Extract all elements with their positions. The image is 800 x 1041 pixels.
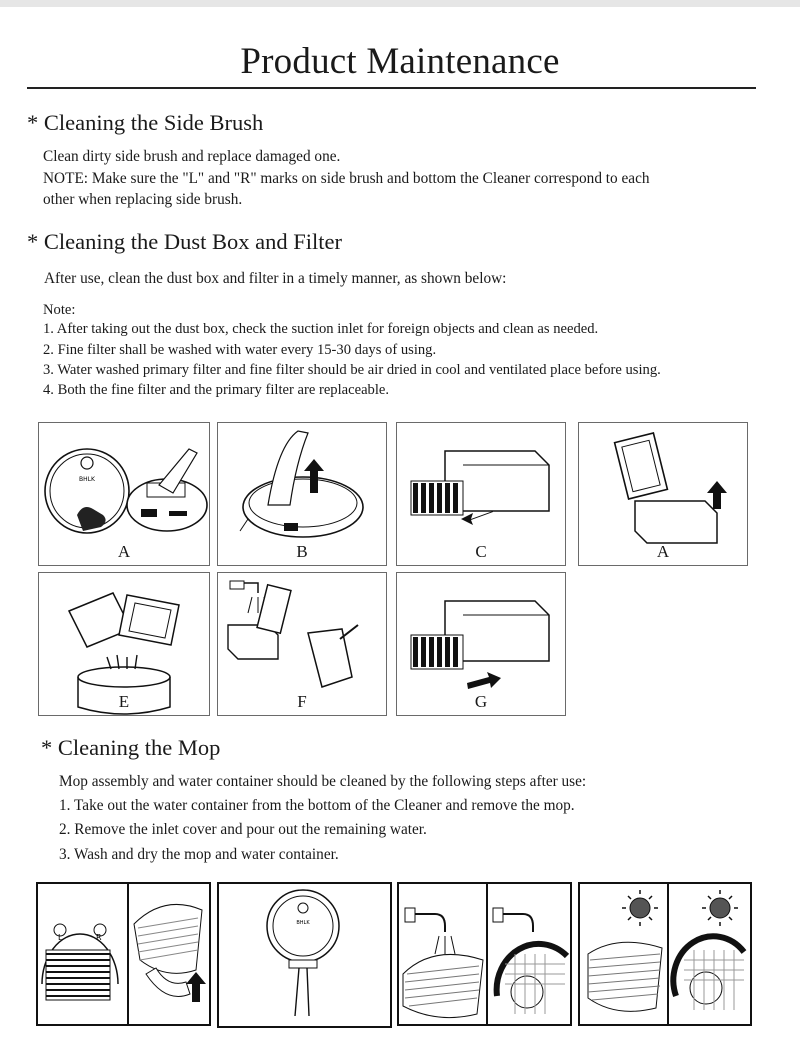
panel-label-b: B xyxy=(296,542,308,561)
robot-mark-mop: BHLK xyxy=(296,920,310,926)
side-brush-line-2: NOTE: Make sure the "L" and "R" marks on side brush and bottom the Cleaner correspond to each xyxy=(43,170,650,187)
mop-step-dry xyxy=(578,882,752,1026)
dust-box-intro: After use, clean the dust box and filter in a timely manner, as shown below: xyxy=(44,270,507,287)
mop-line-4: 3. Wash and dry the mop and water container. xyxy=(59,846,339,863)
dry-mop-illustration xyxy=(580,884,750,1024)
page-title: Product Maintenance xyxy=(240,41,560,82)
note-4: 4. Both the fine filter and the primary filter are replaceable. xyxy=(43,382,390,398)
panel-f-wash-filter xyxy=(217,572,387,716)
sun-icon xyxy=(622,890,658,926)
note-label: Note: xyxy=(43,302,76,318)
brush-mark-left: L xyxy=(58,933,63,942)
side-brush-line-3: other when replacing side brush. xyxy=(43,191,243,208)
mop-step-wash xyxy=(397,882,572,1026)
panel-a-remove-dustbox xyxy=(38,422,210,566)
wash-mop-illustration xyxy=(399,884,570,1024)
mop-step-remove-container xyxy=(36,882,211,1026)
mop-heading: * Cleaning the Mop xyxy=(41,735,221,760)
panel-g-reinsert-filter xyxy=(396,572,566,716)
panel-b-lift-lid xyxy=(217,422,387,566)
panel-label-f: F xyxy=(297,692,307,711)
sun-icon-2 xyxy=(702,890,738,926)
panel-c-remove-filter xyxy=(396,422,566,566)
note-2: 2. Fine filter shall be washed with water every 15-30 days of using. xyxy=(43,342,437,358)
side-brush-line-1: Clean dirty side brush and replace damaged one. xyxy=(43,148,341,165)
title-rule xyxy=(27,87,756,89)
panel-a-lift-primary-filter xyxy=(578,422,748,566)
panel-label-e: E xyxy=(118,692,130,711)
mop-line-1: Mop assembly and water container should be cleaned by the following steps after use: xyxy=(59,773,587,790)
panel-label-a: A xyxy=(117,542,131,561)
note-1: 1. After taking out the dust box, check the suction inlet for foreign objects and clean as needed. xyxy=(43,321,599,337)
robot-mark: BHLK xyxy=(79,476,95,483)
top-bar xyxy=(0,0,800,7)
mop-step-pour-water xyxy=(217,882,392,1028)
panel-label-a2: A xyxy=(656,542,670,561)
pour-water-illustration xyxy=(219,884,390,1026)
panel-e-empty-dust xyxy=(38,572,210,716)
mop-line-2: 1. Take out the water container from the bottom of the Cleaner and remove the mop. xyxy=(59,797,575,814)
brush-mark-right: R xyxy=(96,933,102,942)
note-3: 3. Water washed primary filter and fine filter should be air dried in cool and ventilated place before using. xyxy=(43,362,661,378)
dust-box-heading: * Cleaning the Dust Box and Filter xyxy=(27,229,342,254)
panel-label-g: G xyxy=(474,692,488,711)
side-brush-heading: * Cleaning the Side Brush xyxy=(27,110,264,135)
remove-container-illustration xyxy=(38,884,209,1024)
mop-line-3: 2. Remove the inlet cover and pour out the remaining water. xyxy=(59,821,427,838)
panel-label-c: C xyxy=(475,542,487,561)
